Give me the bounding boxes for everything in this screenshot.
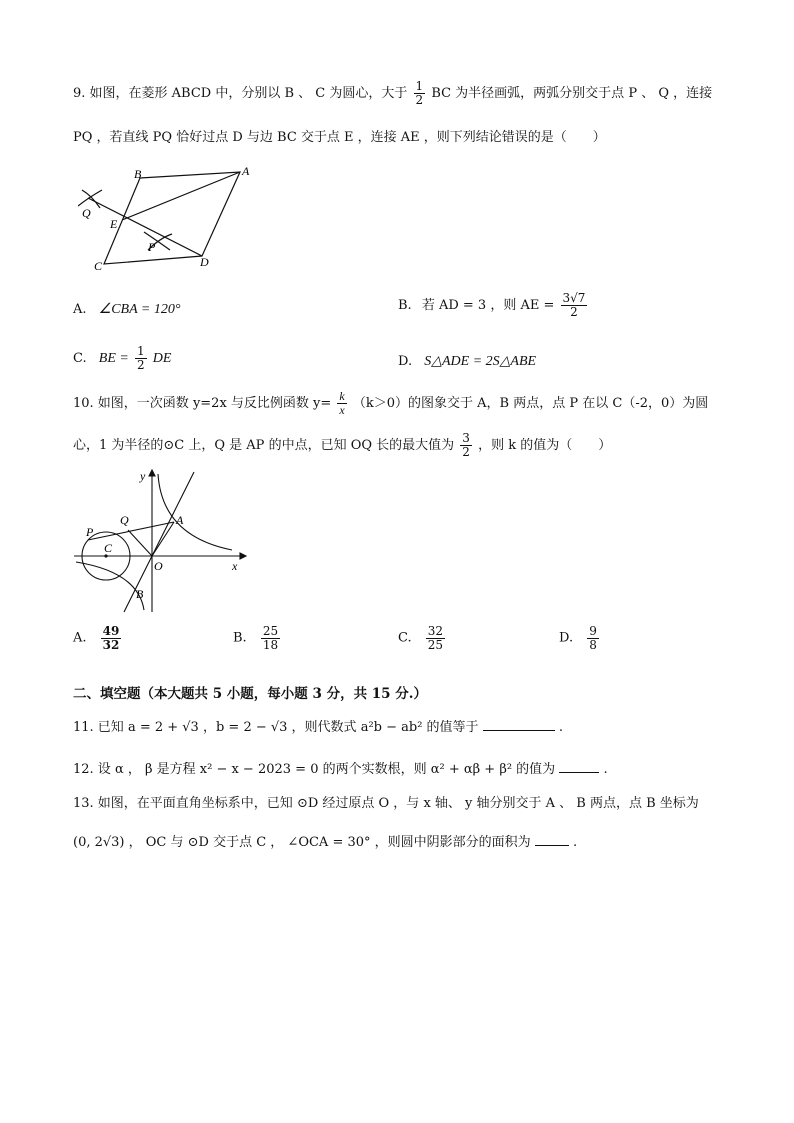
q13-line1-text: 13. 如图，在平面直角坐标系中，已知 ⊙D 经过原点 O ，与 x 轴、 y 轴分别交于 A 、 B 两点，点 B 坐标为: [73, 796, 699, 811]
q10-option-b[interactable]: [233, 625, 282, 652]
label-c: C: [94, 259, 103, 272]
q10-frac-num: k: [339, 389, 345, 403]
label-q: Q: [120, 513, 129, 527]
q12-text: 12. 设 α ， β 是方程 x² − x − 2023 = 0 的两个实数根，则 α² + αβ + β² 的值为: [73, 762, 556, 777]
q9-rhombus-figure: [78, 162, 278, 272]
line-y-2x: [124, 472, 194, 612]
q10-option-c[interactable]: [398, 625, 447, 652]
line-pq: [88, 198, 202, 256]
q9-fraction: [414, 80, 426, 107]
label-e: E: [110, 217, 118, 231]
q10-line1-post: （k＞0）的图象交于 A，B 两点，点 P 在以 C（-2，0）为圆: [352, 396, 709, 411]
q12-stem: [73, 758, 608, 780]
q12-end: .: [603, 762, 608, 777]
q10-line2-pre: 心，1 为半径的⊙C 上，Q 是 AP 的中点，已知 OQ 长的最大值为: [73, 438, 455, 453]
y-axis-arrow: [149, 470, 155, 476]
label-x: x: [232, 559, 238, 573]
q9-line2-text: PQ ，若直线 PQ 恰好过点 D 与边 BC 交于点 E ，连接 AE ，则下列结论错误的是（ ）: [73, 130, 606, 145]
section-title: 二、填空题（本大题共 5 小题，每小题 3 分，共 15 分.）: [73, 686, 427, 702]
q10-frac-den: x: [339, 403, 345, 417]
label-d: D: [200, 255, 209, 269]
q10-opt-a-label: A.: [73, 630, 87, 646]
q9-stem-line2: [73, 128, 606, 148]
q9-opt-b-frac: [561, 292, 588, 319]
q9-opt-c-frac: [135, 345, 147, 372]
q10-line2-frac: [460, 432, 472, 459]
q10-opt-b-num: 25: [262, 624, 279, 638]
x-axis-arrow: [240, 553, 246, 559]
q9-opt-d-label: D.: [398, 354, 413, 369]
q11-text: 11. 已知 a = 2 + √3 ，b = 2 − √3 ，则代数式 a²b − ab² 的值等于: [73, 720, 479, 735]
q10-opt-d-den: 8: [589, 638, 597, 652]
q10-opt-d-label: D.: [559, 630, 574, 646]
segment-oa: [152, 522, 174, 556]
q10-line2-den: 2: [462, 445, 470, 459]
q9-opt-c-post: DE: [152, 351, 172, 366]
rhombus-abcd: [104, 172, 240, 264]
label-a: A: [242, 164, 250, 178]
q9-line1-text: 9. 如图，在菱形 ABCD 中，分别以 B 、 C 为圆心，大于: [73, 86, 408, 101]
q10-opt-a-den: 32: [102, 638, 120, 652]
q9-opt-c-den: 2: [136, 358, 145, 372]
q10-function-figure: [72, 464, 252, 614]
label-q: Q: [82, 206, 91, 220]
q11-end: .: [558, 720, 563, 735]
hyperbola-right: [158, 474, 232, 550]
q9-opt-c-num: 1: [136, 344, 145, 358]
q9-option-d[interactable]: [398, 352, 536, 372]
q9-opt-c-label: C.: [73, 351, 87, 366]
q9-option-c[interactable]: [73, 345, 171, 372]
q12-answer-blank[interactable]: [559, 758, 599, 773]
q10-opt-b-frac: [261, 625, 280, 652]
label-b: B: [136, 587, 144, 601]
q9-opt-b-num: 3√7: [562, 291, 586, 305]
q9-line1-tail: BC 为半径画弧，两弧分别交于点 P 、 Q ，连接: [431, 86, 713, 101]
q11-stem: [73, 716, 563, 738]
q9-frac-den: 2: [415, 93, 424, 107]
q10-opt-b-den: 18: [262, 638, 279, 652]
q10-fraction: [337, 390, 346, 417]
q13-stem-line2: [73, 831, 577, 853]
q10-opt-c-num: 32: [427, 624, 444, 638]
q10-opt-c-den: 25: [427, 638, 444, 652]
q9-opt-d-text: S△ADE = 2S△ABE: [424, 354, 537, 369]
q10-line2-post: ，则 k 的值为（ ）: [478, 438, 612, 453]
q11-answer-blank[interactable]: [483, 716, 555, 731]
label-a: A: [176, 513, 184, 527]
q9-opt-b-label: B.: [398, 298, 412, 313]
q13-stem-line1: [73, 794, 699, 814]
label-p: P: [148, 240, 156, 254]
q9-opt-b-den: 2: [570, 305, 578, 319]
label-b: B: [134, 167, 142, 181]
q9-opt-a-label: A.: [73, 302, 87, 317]
label-p: P: [86, 525, 94, 539]
q10-stem-line1: [73, 390, 708, 417]
q9-option-b[interactable]: [398, 292, 589, 319]
q10-line1-pre: 10. 如图，一次函数 y=2x 与反比例函数 y=: [73, 396, 332, 411]
label-y: y: [140, 469, 146, 483]
q10-opt-c-frac: [426, 625, 445, 652]
q9-option-a[interactable]: [73, 300, 180, 320]
q13-end: .: [572, 835, 578, 850]
q10-opt-b-label: B.: [233, 630, 247, 646]
q10-option-a[interactable]: [73, 625, 123, 652]
label-c: C: [104, 541, 113, 555]
q13-line2-text: (0, 2√3) ， OC 与 ⊙D 交于点 C ， ∠OCA = 30° ，则圆中阴影部分的面积为: [73, 835, 531, 850]
q9-frac-num: 1: [415, 79, 424, 93]
q9-opt-b-text: 若 AD = 3 ，则 AE =: [421, 298, 555, 313]
label-o: O: [154, 559, 163, 573]
q10-option-d[interactable]: [559, 625, 601, 652]
q10-opt-a-frac: [101, 625, 122, 652]
q9-stem-line1: [73, 80, 712, 107]
q10-stem-line2: [73, 432, 611, 459]
q10-opt-a-num: 49: [102, 624, 120, 638]
q13-answer-blank[interactable]: [535, 831, 569, 846]
q10-opt-d-num: 9: [589, 624, 597, 638]
segment-oq: [128, 530, 152, 556]
q10-opt-d-frac: [587, 625, 599, 652]
q10-line2-num: 3: [462, 431, 470, 445]
q10-opt-c-label: C.: [398, 630, 412, 646]
q9-opt-c-pre: BE =: [98, 351, 129, 366]
q9-opt-a-text: ∠CBA = 120°: [98, 302, 181, 317]
